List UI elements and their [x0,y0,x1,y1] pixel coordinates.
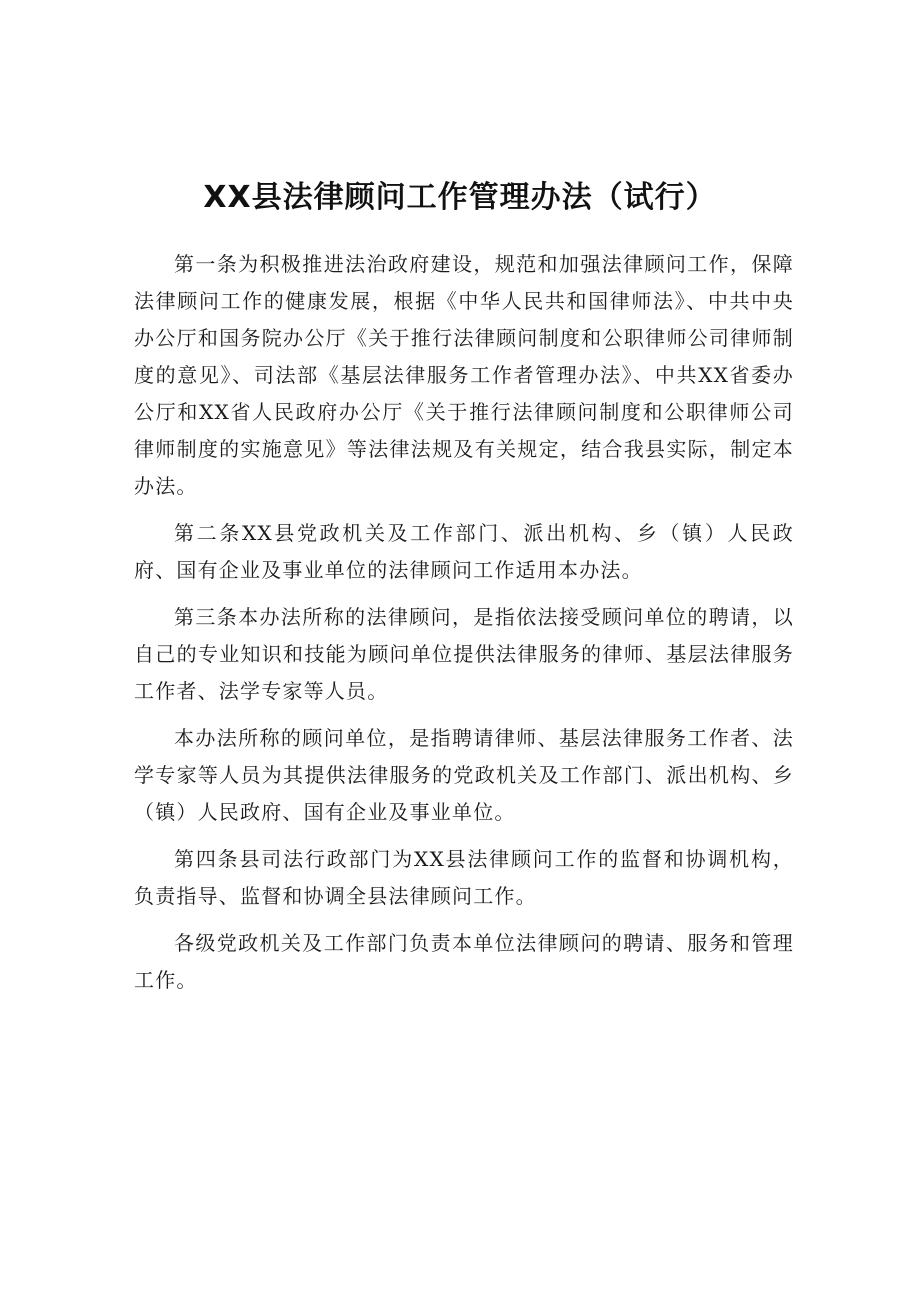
document-body [134,246,794,1009]
article-2-paragraph: 第二条XX县党政机关及工作部门、派出机构、乡（镇）人民政府、国有企业及事业单位的法律顾问工作适用本办法。 [134,521,794,582]
article-4-paragraph: 第四条县司法行政部门为XX县法律顾问工作的监督和协调机构，负责指导、监督和协调全县法律顾问工作。 [134,847,794,908]
document-title: XX县法律顾问工作管理办法（试行） [203,180,717,215]
article-1-paragraph: 第一条为积极推进法治政府建设，规范和加强法律顾问工作，保障法律顾问工作的健康发展，根据《中华人民共和国律师法》、中共中央办公厅和国务院办公厅《关于推行法律顾问制度和公职律师公司律师制度的意见》、司法部《基层法律服务工作者管理办法》、中共XX省委办公厅和XX省人民政府办公厅《关于推行法律顾问制度和公职律师公司律师制度的实施意见》等法律法规及有关规定，结合我县实际，制定本办法。 [134,252,794,498]
advisory-unit-definition-paragraph: 本办法所称的顾问单位，是指聘请律师、基层法律服务工作者、法学专家等人员为其提供法律服务的党政机关及工作部门、派出机构、乡（镇）人民政府、国有企业及事业单位。 [134,726,794,824]
unit-responsibility-paragraph: 各级党政机关及工作部门负责本单位法律顾问的聘请、服务和管理工作。 [134,931,794,992]
article-3-paragraph: 第三条本办法所称的法律顾问，是指依法接受顾问单位的聘请，以自己的专业知识和技能为顾问单位提供法律服务的律师、基层法律服务工作者、法学专家等人员。 [134,605,794,703]
